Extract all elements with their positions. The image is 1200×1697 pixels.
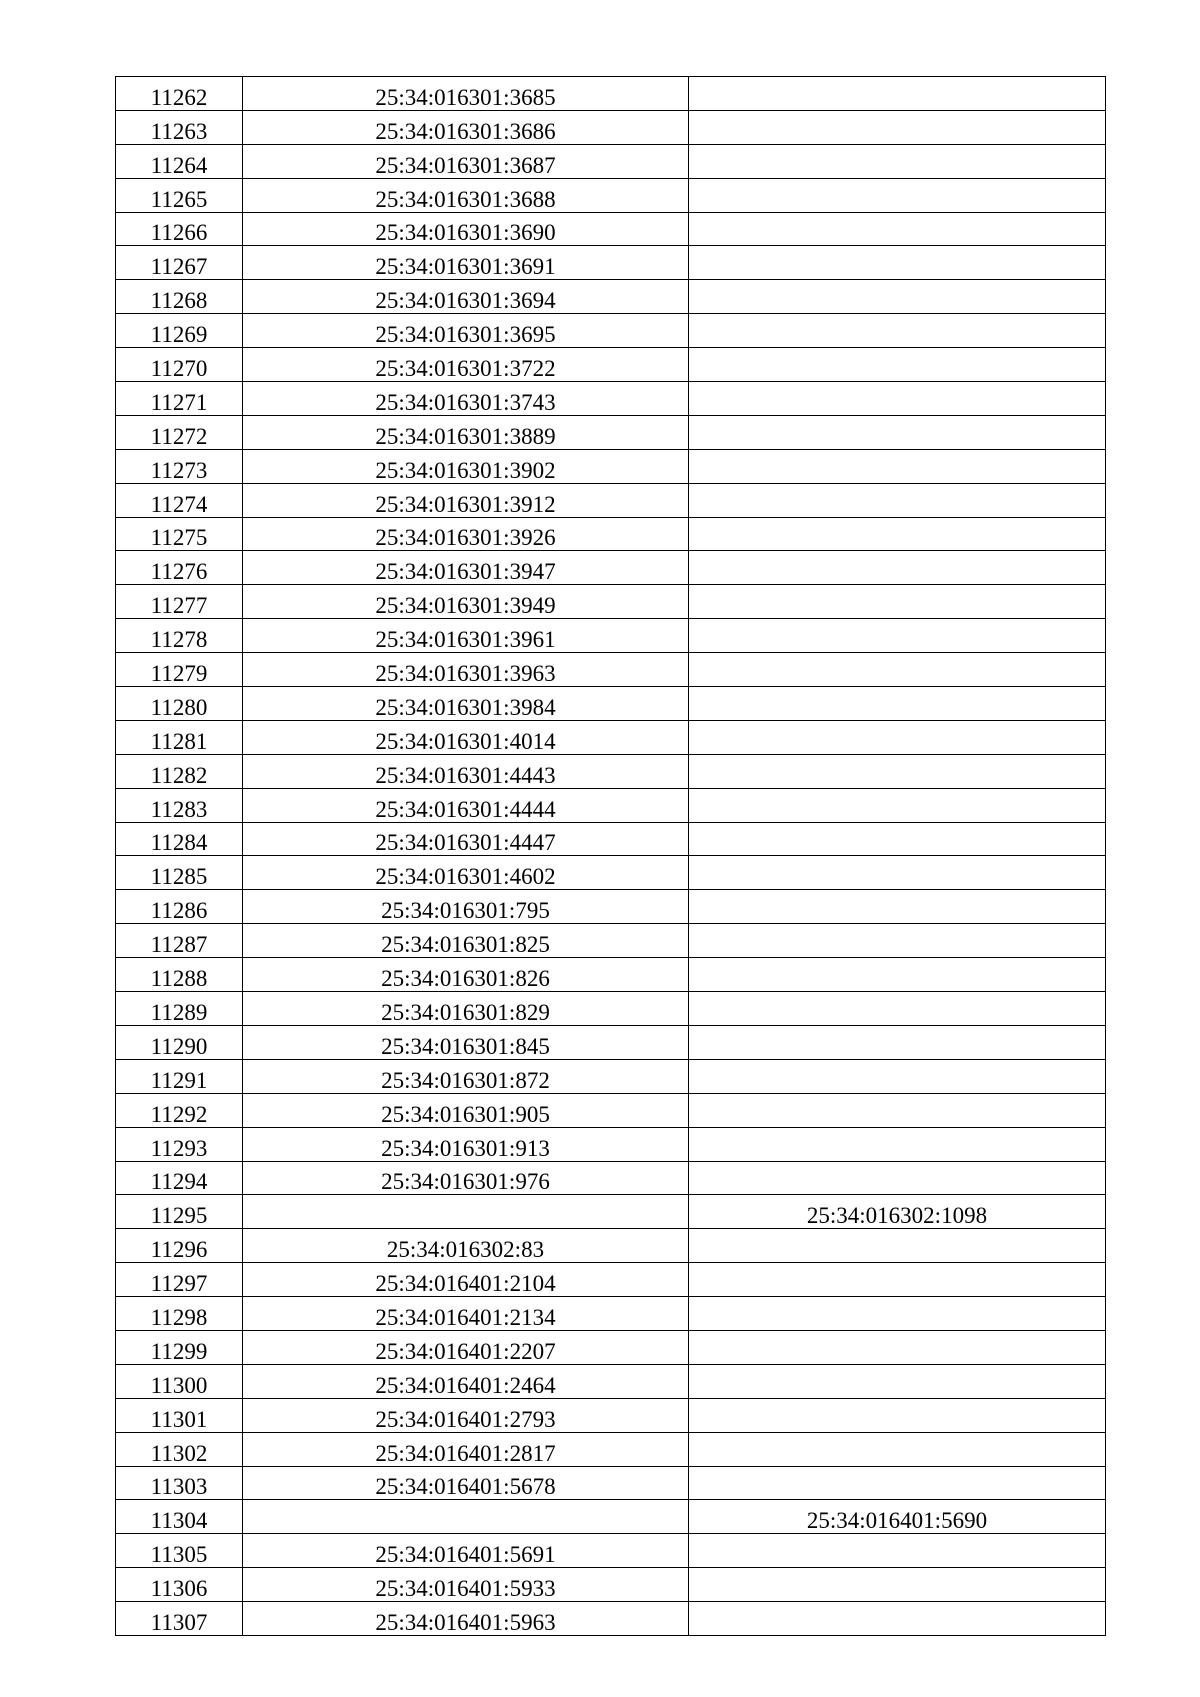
row-number-cell: 11289 xyxy=(116,992,243,1026)
cadastral-number-cell: 25:34:016401:2464 xyxy=(243,1364,689,1398)
cadastral-number-cell: 25:34:016401:2817 xyxy=(243,1432,689,1466)
secondary-cadastral-number-cell xyxy=(689,382,1106,416)
table-row xyxy=(116,1534,1106,1568)
secondary-cadastral-number-cell xyxy=(689,754,1106,788)
row-number-cell: 11273 xyxy=(116,449,243,483)
row-number-cell: 11301 xyxy=(116,1398,243,1432)
secondary-cadastral-number-cell xyxy=(689,144,1106,178)
row-number-cell: 11286 xyxy=(116,890,243,924)
cadastral-number-cell: 25:34:016401:2104 xyxy=(243,1263,689,1297)
row-number-cell: 11297 xyxy=(116,1263,243,1297)
table-row xyxy=(116,1602,1106,1636)
cadastral-number-cell: 25:34:016301:913 xyxy=(243,1127,689,1161)
cadastral-number-cell: 25:34:016401:2793 xyxy=(243,1398,689,1432)
cadastral-number-cell xyxy=(243,1500,689,1534)
table-row xyxy=(116,1398,1106,1432)
table-body xyxy=(116,77,1106,1636)
table-row xyxy=(116,1025,1106,1059)
secondary-cadastral-number-cell xyxy=(689,720,1106,754)
secondary-cadastral-number-cell xyxy=(689,1398,1106,1432)
secondary-cadastral-number-cell xyxy=(689,178,1106,212)
row-number-cell: 11300 xyxy=(116,1364,243,1398)
row-number-cell: 11269 xyxy=(116,314,243,348)
cadastral-number-cell: 25:34:016301:3722 xyxy=(243,348,689,382)
cadastral-number-cell: 25:34:016301:825 xyxy=(243,924,689,958)
secondary-cadastral-number-cell xyxy=(689,1568,1106,1602)
table-row xyxy=(116,1297,1106,1331)
row-number-cell: 11302 xyxy=(116,1432,243,1466)
cadastral-number-cell: 25:34:016301:3695 xyxy=(243,314,689,348)
row-number-cell: 11307 xyxy=(116,1602,243,1636)
cadastral-number-cell: 25:34:016401:5933 xyxy=(243,1568,689,1602)
cadastral-number-cell: 25:34:016301:3963 xyxy=(243,653,689,687)
cadastral-number-cell xyxy=(243,1195,689,1229)
secondary-cadastral-number-cell xyxy=(689,280,1106,314)
secondary-cadastral-number-cell xyxy=(689,1127,1106,1161)
cadastral-number-cell: 25:34:016301:3743 xyxy=(243,382,689,416)
secondary-cadastral-number-cell xyxy=(689,1364,1106,1398)
cadastral-number-cell: 25:34:016301:4014 xyxy=(243,720,689,754)
row-number-cell: 11282 xyxy=(116,754,243,788)
table-row xyxy=(116,924,1106,958)
row-number-cell: 11305 xyxy=(116,1534,243,1568)
cadastral-number-cell: 25:34:016301:4602 xyxy=(243,856,689,890)
secondary-cadastral-number-cell: 25:34:016401:5690 xyxy=(689,1500,1106,1534)
row-number-cell: 11292 xyxy=(116,1093,243,1127)
secondary-cadastral-number-cell xyxy=(689,585,1106,619)
cadastral-number-cell: 25:34:016301:829 xyxy=(243,992,689,1026)
secondary-cadastral-number-cell xyxy=(689,1025,1106,1059)
cadastral-number-cell: 25:34:016301:3691 xyxy=(243,246,689,280)
secondary-cadastral-number-cell xyxy=(689,449,1106,483)
cadastral-number-cell: 25:34:016301:3926 xyxy=(243,517,689,551)
cadastral-number-cell: 25:34:016301:3949 xyxy=(243,585,689,619)
secondary-cadastral-number-cell xyxy=(689,551,1106,585)
table-row xyxy=(116,551,1106,585)
cadastral-number-cell: 25:34:016301:826 xyxy=(243,958,689,992)
cadastral-number-cell: 25:34:016301:3687 xyxy=(243,144,689,178)
secondary-cadastral-number-cell xyxy=(689,314,1106,348)
cadastral-number-cell: 25:34:016301:872 xyxy=(243,1059,689,1093)
table-row xyxy=(116,754,1106,788)
table-row xyxy=(116,653,1106,687)
secondary-cadastral-number-cell xyxy=(689,822,1106,856)
table-row xyxy=(116,1330,1106,1364)
secondary-cadastral-number-cell xyxy=(689,653,1106,687)
row-number-cell: 11293 xyxy=(116,1127,243,1161)
secondary-cadastral-number-cell xyxy=(689,348,1106,382)
cadastral-number-cell: 25:34:016302:83 xyxy=(243,1229,689,1263)
cadastral-number-cell: 25:34:016401:5963 xyxy=(243,1602,689,1636)
cadastral-number-cell: 25:34:016401:2134 xyxy=(243,1297,689,1331)
row-number-cell: 11264 xyxy=(116,144,243,178)
secondary-cadastral-number-cell xyxy=(689,246,1106,280)
row-number-cell: 11274 xyxy=(116,483,243,517)
table-row xyxy=(116,314,1106,348)
cadastral-number-cell: 25:34:016301:3961 xyxy=(243,619,689,653)
cadastral-number-cell: 25:34:016301:4443 xyxy=(243,754,689,788)
table-row xyxy=(116,1195,1106,1229)
row-number-cell: 11275 xyxy=(116,517,243,551)
table-row xyxy=(116,1093,1106,1127)
row-number-cell: 11303 xyxy=(116,1466,243,1500)
table-row xyxy=(116,144,1106,178)
row-number-cell: 11278 xyxy=(116,619,243,653)
secondary-cadastral-number-cell xyxy=(689,992,1106,1026)
table-row xyxy=(116,517,1106,551)
secondary-cadastral-number-cell xyxy=(689,415,1106,449)
cadastral-number-cell: 25:34:016301:4447 xyxy=(243,822,689,856)
cadastral-number-cell: 25:34:016301:3688 xyxy=(243,178,689,212)
table-row xyxy=(116,822,1106,856)
cadastral-number-cell: 25:34:016301:3912 xyxy=(243,483,689,517)
table-row xyxy=(116,856,1106,890)
secondary-cadastral-number-cell xyxy=(689,1297,1106,1331)
table-row xyxy=(116,720,1106,754)
secondary-cadastral-number-cell xyxy=(689,1534,1106,1568)
table-row xyxy=(116,246,1106,280)
cadastral-register-table xyxy=(115,76,1106,1636)
cadastral-number-cell: 25:34:016301:795 xyxy=(243,890,689,924)
cadastral-number-cell: 25:34:016301:4444 xyxy=(243,788,689,822)
secondary-cadastral-number-cell xyxy=(689,110,1106,144)
secondary-cadastral-number-cell xyxy=(689,1161,1106,1195)
cadastral-number-cell: 25:34:016301:3984 xyxy=(243,687,689,721)
table-row xyxy=(116,958,1106,992)
table-row xyxy=(116,788,1106,822)
secondary-cadastral-number-cell xyxy=(689,1229,1106,1263)
row-number-cell: 11296 xyxy=(116,1229,243,1263)
row-number-cell: 11267 xyxy=(116,246,243,280)
secondary-cadastral-number-cell xyxy=(689,212,1106,246)
table-row xyxy=(116,1161,1106,1195)
row-number-cell: 11268 xyxy=(116,280,243,314)
table-row xyxy=(116,890,1106,924)
row-number-cell: 11295 xyxy=(116,1195,243,1229)
row-number-cell: 11306 xyxy=(116,1568,243,1602)
table-row xyxy=(116,280,1106,314)
secondary-cadastral-number-cell xyxy=(689,890,1106,924)
row-number-cell: 11294 xyxy=(116,1161,243,1195)
row-number-cell: 11270 xyxy=(116,348,243,382)
cadastral-number-cell: 25:34:016301:845 xyxy=(243,1025,689,1059)
table-row xyxy=(116,348,1106,382)
secondary-cadastral-number-cell xyxy=(689,1602,1106,1636)
cadastral-number-cell: 25:34:016301:3685 xyxy=(243,77,689,111)
table-row xyxy=(116,992,1106,1026)
table-row xyxy=(116,110,1106,144)
secondary-cadastral-number-cell xyxy=(689,517,1106,551)
row-number-cell: 11276 xyxy=(116,551,243,585)
cadastral-number-cell: 25:34:016301:3889 xyxy=(243,415,689,449)
table-row xyxy=(116,1059,1106,1093)
secondary-cadastral-number-cell xyxy=(689,788,1106,822)
cadastral-number-cell: 25:34:016301:3686 xyxy=(243,110,689,144)
secondary-cadastral-number-cell xyxy=(689,1466,1106,1500)
cadastral-number-cell: 25:34:016301:976 xyxy=(243,1161,689,1195)
row-number-cell: 11290 xyxy=(116,1025,243,1059)
table-row xyxy=(116,1432,1106,1466)
row-number-cell: 11291 xyxy=(116,1059,243,1093)
secondary-cadastral-number-cell xyxy=(689,1263,1106,1297)
secondary-cadastral-number-cell xyxy=(689,77,1106,111)
secondary-cadastral-number-cell xyxy=(689,687,1106,721)
cadastral-number-cell: 25:34:016401:2207 xyxy=(243,1330,689,1364)
table-row xyxy=(116,382,1106,416)
table-row xyxy=(116,1127,1106,1161)
table-row xyxy=(116,619,1106,653)
cadastral-number-cell: 25:34:016301:3694 xyxy=(243,280,689,314)
table-row xyxy=(116,178,1106,212)
secondary-cadastral-number-cell xyxy=(689,958,1106,992)
row-number-cell: 11284 xyxy=(116,822,243,856)
table-row xyxy=(116,1364,1106,1398)
table-row xyxy=(116,1263,1106,1297)
row-number-cell: 11263 xyxy=(116,110,243,144)
row-number-cell: 11266 xyxy=(116,212,243,246)
row-number-cell: 11299 xyxy=(116,1330,243,1364)
row-number-cell: 11280 xyxy=(116,687,243,721)
row-number-cell: 11287 xyxy=(116,924,243,958)
table-row xyxy=(116,212,1106,246)
secondary-cadastral-number-cell xyxy=(689,1059,1106,1093)
cadastral-number-cell: 25:34:016301:905 xyxy=(243,1093,689,1127)
cadastral-number-cell: 25:34:016401:5691 xyxy=(243,1534,689,1568)
secondary-cadastral-number-cell xyxy=(689,1330,1106,1364)
secondary-cadastral-number-cell xyxy=(689,619,1106,653)
table-row xyxy=(116,415,1106,449)
row-number-cell: 11285 xyxy=(116,856,243,890)
table-row xyxy=(116,585,1106,619)
row-number-cell: 11272 xyxy=(116,415,243,449)
secondary-cadastral-number-cell xyxy=(689,924,1106,958)
cadastral-number-cell: 25:34:016301:3902 xyxy=(243,449,689,483)
row-number-cell: 11281 xyxy=(116,720,243,754)
table-row xyxy=(116,1466,1106,1500)
cadastral-number-cell: 25:34:016401:5678 xyxy=(243,1466,689,1500)
row-number-cell: 11279 xyxy=(116,653,243,687)
table-row xyxy=(116,687,1106,721)
table-row xyxy=(116,1229,1106,1263)
secondary-cadastral-number-cell xyxy=(689,1432,1106,1466)
row-number-cell: 11277 xyxy=(116,585,243,619)
secondary-cadastral-number-cell: 25:34:016302:1098 xyxy=(689,1195,1106,1229)
row-number-cell: 11288 xyxy=(116,958,243,992)
table-row xyxy=(116,483,1106,517)
row-number-cell: 11298 xyxy=(116,1297,243,1331)
table-row xyxy=(116,449,1106,483)
table-row xyxy=(116,1500,1106,1534)
row-number-cell: 11304 xyxy=(116,1500,243,1534)
secondary-cadastral-number-cell xyxy=(689,483,1106,517)
table-row xyxy=(116,77,1106,111)
table-row xyxy=(116,1568,1106,1602)
row-number-cell: 11265 xyxy=(116,178,243,212)
cadastral-number-cell: 25:34:016301:3690 xyxy=(243,212,689,246)
row-number-cell: 11271 xyxy=(116,382,243,416)
secondary-cadastral-number-cell xyxy=(689,1093,1106,1127)
secondary-cadastral-number-cell xyxy=(689,856,1106,890)
row-number-cell: 11283 xyxy=(116,788,243,822)
cadastral-number-cell: 25:34:016301:3947 xyxy=(243,551,689,585)
row-number-cell: 11262 xyxy=(116,77,243,111)
